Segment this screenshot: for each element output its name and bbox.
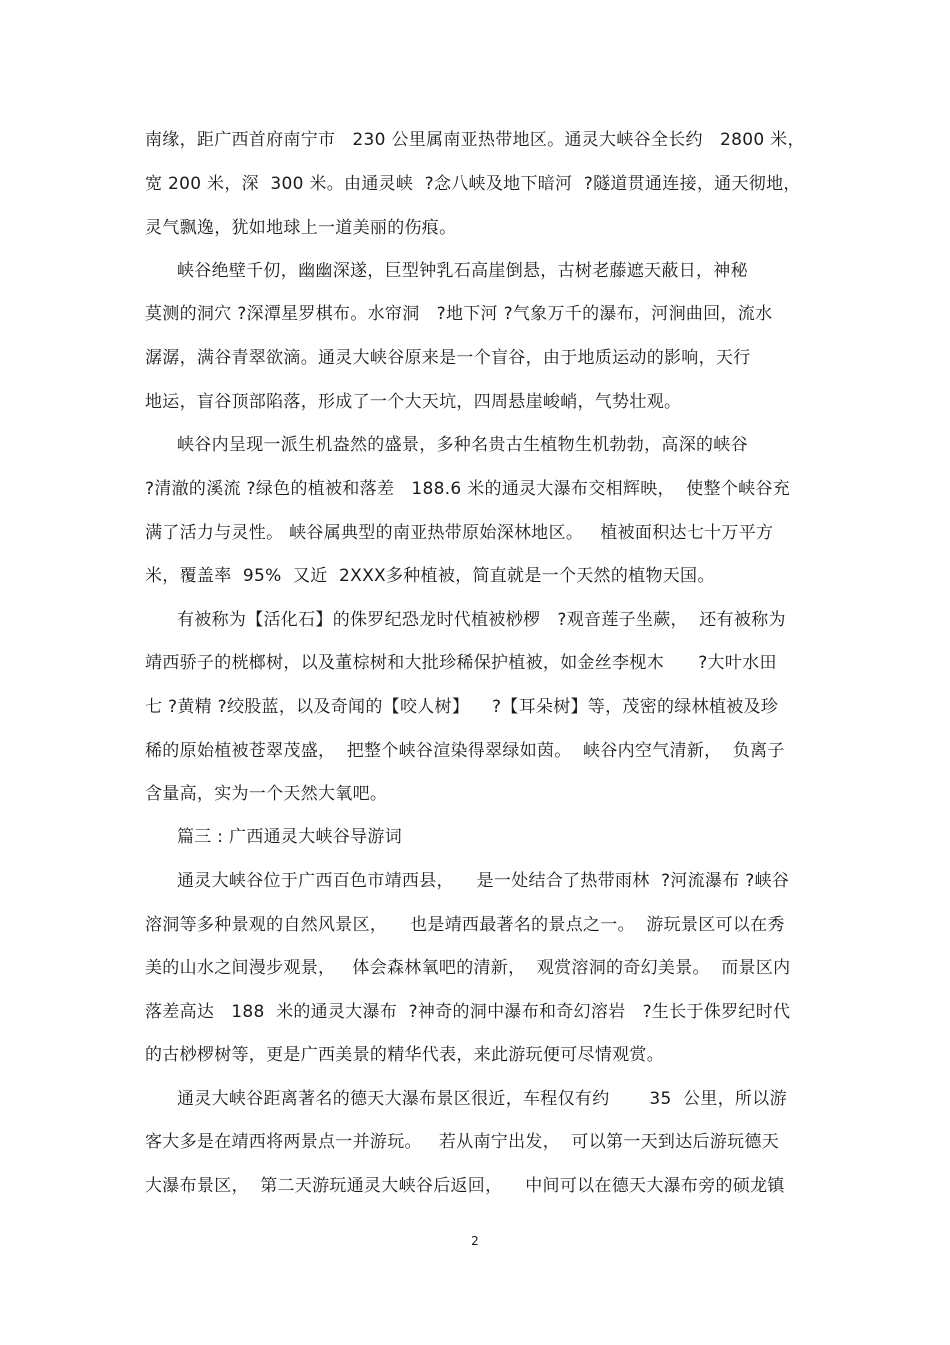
text-line: 灵气飘逸，犹如地球上一道美丽的伤痕。 <box>145 218 457 238</box>
text-line: ?清澈的溪流 ?绿色的植被和落差 188.6 米的通灵大瀑布交相辉映， 使整个峡谷充 <box>145 479 791 499</box>
text-line: 溶洞等多种景观的自然风景区， 也是靖西最著名的景点之一。 游玩景区可以在秀 <box>145 915 785 935</box>
text-line: 稀的原始植被苍翠茂盛， 把整个峡谷渲染得翠绿如茵。 峡谷内空气清新， 负离子 <box>145 741 785 761</box>
text-line: 莫测的洞穴 ?深潭星罗棋布。水帘洞 ?地下河 ?气象万千的瀑布，河涧曲回，流水 <box>145 304 773 324</box>
text-line: 落差高达 188 米的通灵大瀑布 ?神奇的洞中瀑布和奇幻溶岩 ?生长于侏罗纪时代 <box>145 1002 791 1022</box>
paragraph-start: 峡谷内呈现一派生机盎然的盛景，多种名贵古生植物生机勃勃，高深的峡谷 <box>177 435 748 455</box>
text-line: 的古桫椤树等，更是广西美景的精华代表，来此游玩便可尽情观赏。 <box>145 1045 664 1065</box>
text-line: 大瀑布景区， 第二天游玩通灵大峡谷后返回， 中间可以在德天大瀑布旁的硕龙镇 <box>145 1176 785 1196</box>
page-number: 2 <box>471 1234 479 1248</box>
text-line: 米，覆盖率 95% 又近 2XXX多种植被，简直就是一个天然的植物天国。 <box>145 566 715 586</box>
text-line: 地运，盲谷顶部陷落，形成了一个大天坑，四周悬崖峻峭，气势壮观。 <box>145 392 682 412</box>
section-heading: 篇三 : 广西通灵大峡谷导游词 <box>177 827 403 847</box>
paragraph-start: 通灵大峡谷距离著名的德天大瀑布景区很近，车程仅有约 35 公里，所以游 <box>177 1089 787 1109</box>
text-line: 潺潺，满谷青翠欲滴。通灵大峡谷原来是一个盲谷，由于地质运动的影响，天行 <box>145 348 751 368</box>
paragraph-start: 峡谷绝壁千仞，幽幽深遂，巨型钟乳石高崖倒悬，古树老藤遮天蔽日，神秘 <box>177 261 748 281</box>
text-line: 满了活力与灵性。 峡谷属典型的南亚热带原始深林地区。 植被面积达七十万平方 <box>145 523 774 543</box>
text-line: 南缘，距广西首府南宁市 230 公里属南亚热带地区。通灵大峡谷全长约 2800 米， <box>145 130 805 150</box>
text-line: 宽 200 米，深 300 米。由通灵峡 ?念八峡及地下暗河 ?隧道贯通连接，通天彻地， <box>145 174 801 194</box>
text-line: 美的山水之间漫步观景， 体会森林氧吧的清新， 观赏溶洞的奇幻美景。 而景区内 <box>145 958 791 978</box>
text-line: 七 ?黄精 ?绞股蓝，以及奇闻的【咬人树】 ?【耳朵树】等，茂密的绿林植被及珍 <box>145 697 779 717</box>
text-line: 客大多是在靖西将两景点一并游玩。 若从南宁出发， 可以第一天到达后游玩德天 <box>145 1132 780 1152</box>
paragraph-start: 通灵大峡谷位于广西百色市靖西县， 是一处结合了热带雨林 ?河流瀑布 ?峡谷 <box>177 871 790 891</box>
text-line: 靖西骄子的桄榔树，以及董棕树和大批珍稀保护植被，如金丝李枧木 ?大叶水田 <box>145 653 777 673</box>
paragraph-start: 有被称为【活化石】的侏罗纪恐龙时代植被桫椤 ?观音莲子坐蕨， 还有被称为 <box>177 610 786 630</box>
text-line: 含量高，实为一个天然大氧吧。 <box>145 784 388 804</box>
